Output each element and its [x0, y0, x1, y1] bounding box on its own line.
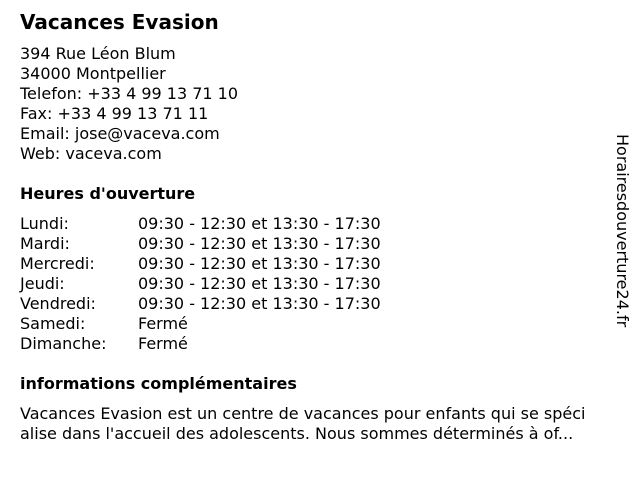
site-watermark — [612, 134, 632, 346]
watermark-text: Horairesdouverture24.fr — [613, 134, 632, 328]
address-city: 34000 Montpellier — [20, 64, 166, 83]
hours-row — [20, 234, 381, 254]
hours-row — [20, 214, 381, 234]
hours-day: Mercredi: — [20, 254, 95, 273]
phone-number: Telefon: +33 4 99 13 71 10 — [20, 84, 239, 103]
hours-row — [20, 294, 381, 314]
hours-time: 09:30 - 12:30 et 13:30 - 17:30 — [138, 294, 381, 313]
additional-info-heading: informations complémentaires — [20, 374, 297, 393]
opening-hours-heading: Heures d'ouverture — [20, 184, 196, 203]
hours-time: 09:30 - 12:30 et 13:30 - 17:30 — [138, 214, 381, 233]
hours-time: 09:30 - 12:30 et 13:30 - 17:30 — [138, 234, 381, 253]
hours-row — [20, 274, 381, 294]
hours-time: 09:30 - 12:30 et 13:30 - 17:30 — [138, 254, 381, 273]
website: Web: vaceva.com — [20, 144, 162, 163]
fax-number: Fax: +33 4 99 13 71 11 — [20, 104, 209, 123]
hours-day: Samedi: — [20, 314, 86, 333]
hours-time: 09:30 - 12:30 et 13:30 - 17:30 — [138, 274, 381, 293]
hours-day: Jeudi: — [20, 274, 65, 293]
hours-row — [20, 314, 381, 334]
business-name: Vacances Evasion — [20, 10, 219, 34]
description-line: alise dans l'accueil des adolescents. Nous sommes déterminés à of... — [20, 424, 574, 443]
contact-block — [20, 44, 238, 164]
hours-time: Fermé — [138, 334, 188, 353]
hours-day: Mardi: — [20, 234, 70, 253]
email-address: Email: jose@vaceva.com — [20, 124, 220, 143]
hours-time: Fermé — [138, 314, 188, 333]
opening-hours-table — [20, 214, 381, 354]
hours-day: Lundi: — [20, 214, 69, 233]
additional-info-text — [20, 404, 632, 444]
address-street: 394 Rue Léon Blum — [20, 44, 176, 63]
hours-day: Vendredi: — [20, 294, 96, 313]
hours-row — [20, 334, 381, 354]
hours-day: Dimanche: — [20, 334, 107, 353]
hours-row — [20, 254, 381, 274]
description-line: Vacances Evasion est un centre de vacances pour enfants qui se spéci — [20, 404, 586, 423]
